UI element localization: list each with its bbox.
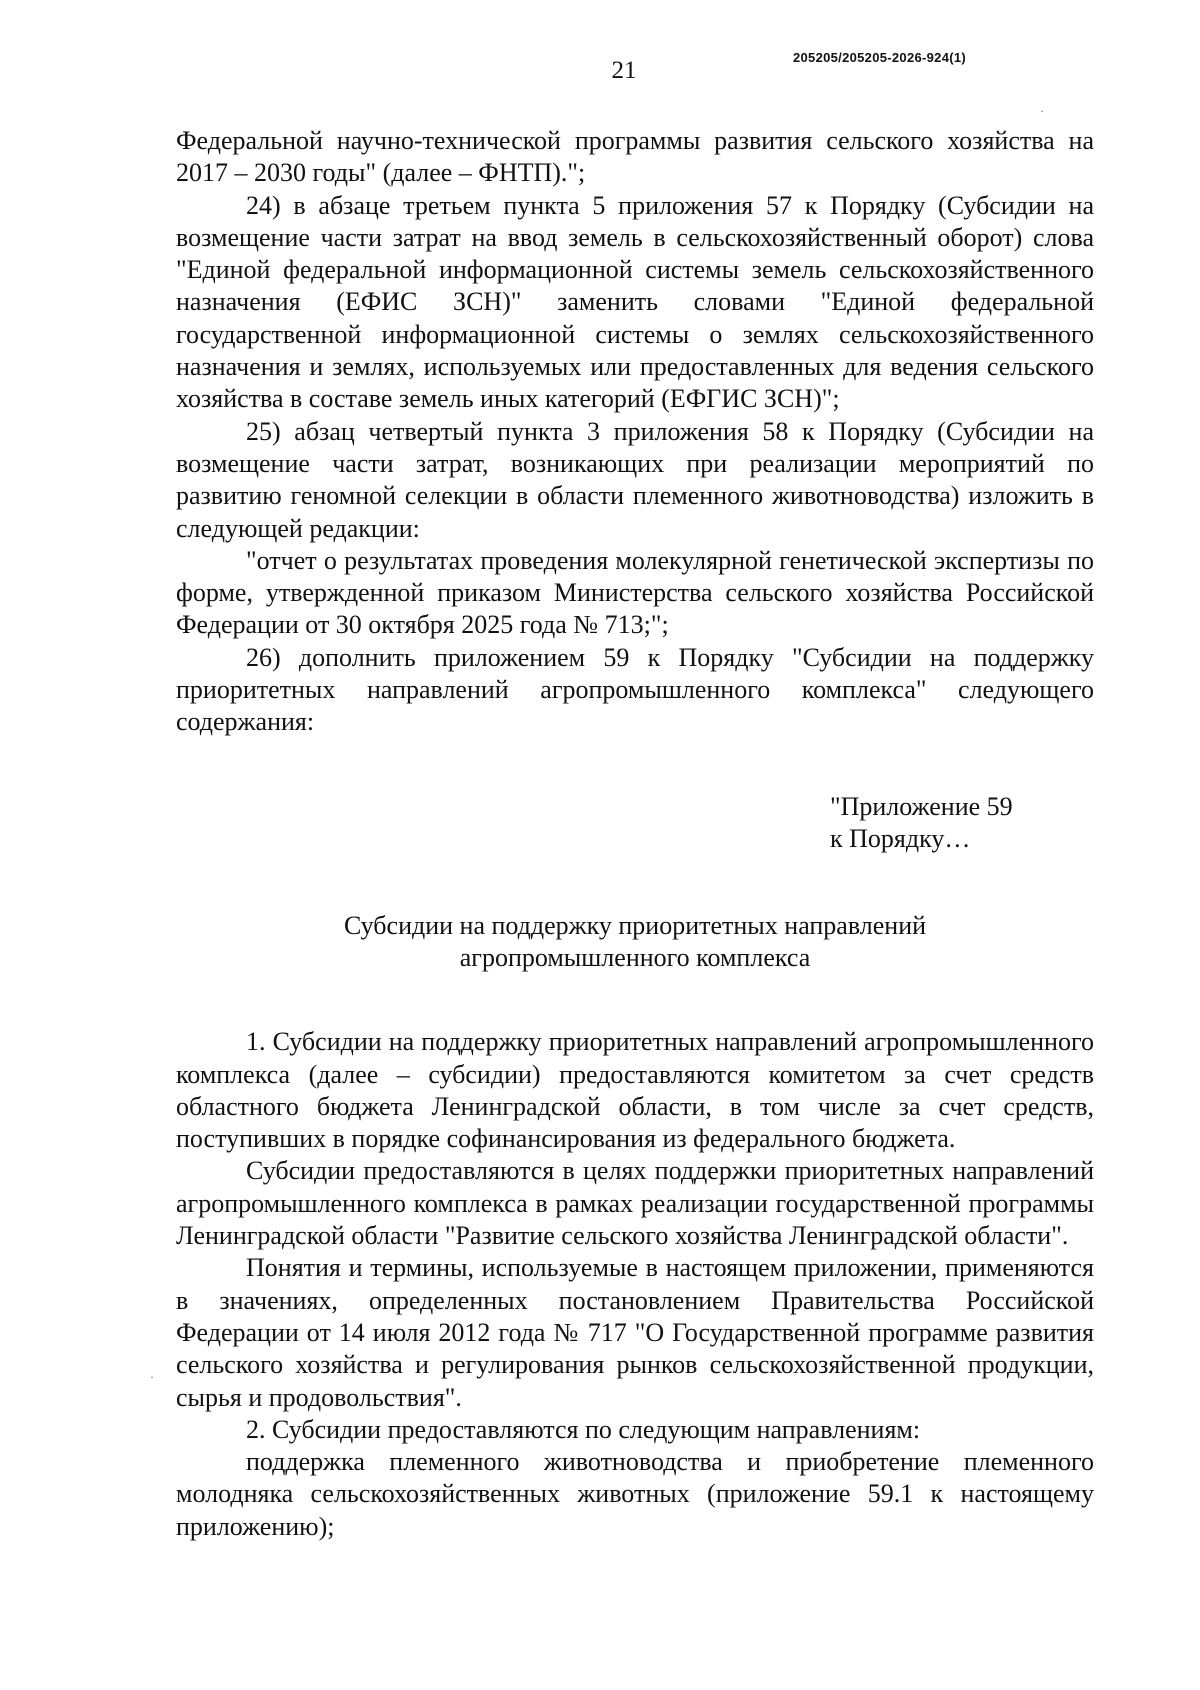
section-title [176, 910, 1094, 974]
paragraph-continuation: Федеральной научно-технической программы развития сельского хозяйства на 2017 – 2030 годы" (далее – ФНТП)."; [176, 126, 1094, 188]
section-title-line2: агропромышленного комплекса [459, 943, 811, 973]
scan-speck: · [150, 1370, 154, 1384]
paragraph-item-26: 26) дополнить приложением 59 к Порядку "Субсидии на поддержку приоритетных направлений агропромышленного комплекса" следующего содержания: [176, 642, 1094, 737]
scan-speck: · [1040, 104, 1044, 118]
clause-1-purpose-paragraph: Субсидии предоставляются в целях поддержки приоритетных направлений агропромышленного комплекса в рамках реализации государственной программы Ленинградской области "Развитие сельского хозяйства Ленинградской области". [176, 1156, 1094, 1251]
paragraph-item-24: 24) в абзаце третьем пункта 5 приложения 57 к Порядку (Субсидии на возмещение части затрат на ввод земель в сельскохозяйственный оборот) слова "Единой федеральной информационной системы земель сельскохозяйственного назначения (ЕФИС ЗСН)" заменить словами "Единой федеральной государственной информационной системы о землях сельскохозяйственного назначения и землях, используемых или предоставленных для ведения сельского хозяйства в составе земель иных категорий (ЕФГИС ЗСН)"; [176, 190, 1094, 414]
clause-1-terms-paragraph: Понятия и термины, используемые в настоящем приложении, применяются в значениях, определенных постановлением Правительства Российской Федерации от 14 июля 2012 года № 717 "О Государственной программе развития сельского хозяйства и регулирования рынков сельскохозяйственной продукции, сырья и продовольствия". [176, 1253, 1094, 1412]
page-number: 21 [611, 57, 637, 84]
clause-2-direction-paragraph: поддержка племенного животноводства и приобретение племенного молодняка сельскохозяйственных животных (приложение 59.1 к настоящему приложению); [176, 1447, 1094, 1541]
paragraph-quote-report: "отчет о результатах проведения молекулярной генетической экспертизы по форме, утвержденной приказом Министерства сельского хозяйства Российской Федерации от 30 октября 2025 года № 713;"; [176, 545, 1094, 640]
document-id: 205205/205205-2026-924(1) [793, 50, 967, 65]
appendix-reference-line1: "Приложение 59 [830, 791, 1013, 821]
paragraph-item-25: 25) абзац четвертый пункта 3 приложения 58 к Порядку (Субсидии на возмещение части затрат, возникающих при реализации мероприятий по развитию геномной селекции в области племенного животноводства) изложить в следующей редакции: [176, 416, 1094, 543]
clause-2-paragraph: 2. Субсидии предоставляются по следующим направлениям: [246, 1414, 921, 1444]
clause-1-paragraph: 1. Субсидии на поддержку приоритетных направлений агропромышленного комплекса (далее – субсидии) предоставляются комитетом за счет средств областного бюджета Ленинградской области, в том числе за счет средств, поступивших в порядке софинансирования из федерального бюджета. [176, 1027, 1094, 1154]
appendix-reference-line2: к Порядку… [830, 823, 971, 853]
appendix-reference [830, 791, 1094, 856]
section-title-line1: Субсидии на поддержку приоритетных направлений [343, 911, 927, 941]
document-body [176, 125, 1094, 1543]
